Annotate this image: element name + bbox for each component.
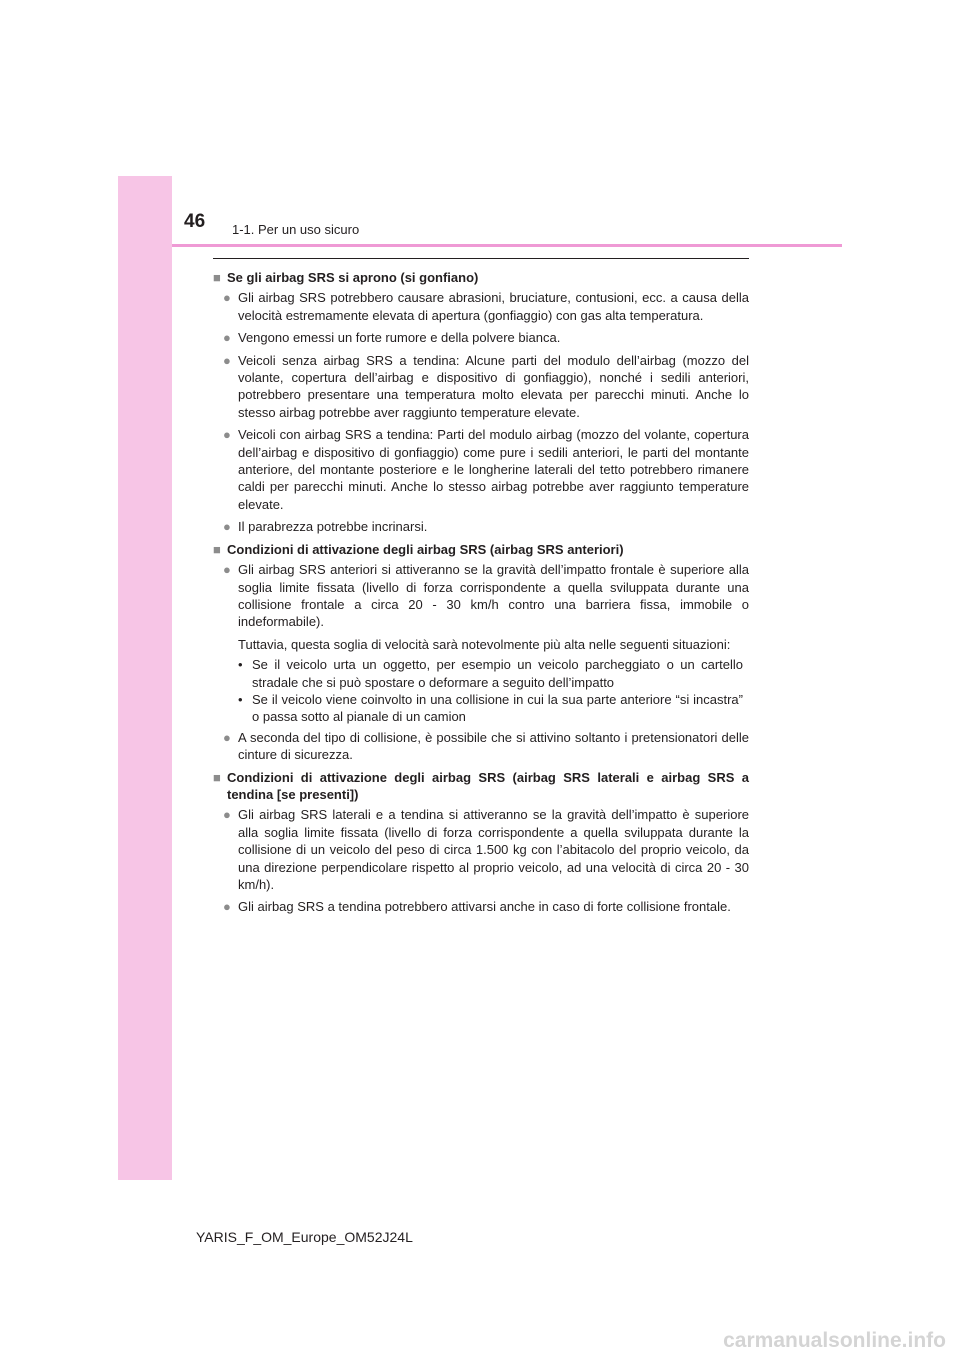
header-bar [172,244,842,247]
watermark: carmanualsonline.info [723,1329,946,1352]
list-item [213,426,749,513]
list-item-text: Il parabrezza potrebbe incrinarsi. [238,519,428,535]
list-item-text: Veicoli senza airbag SRS a tendina: Alcune parti del modulo dell’airbag (mozzo del volante, copertura dell’airbag e dispositivo di gonfiaggio), nonché i sedili anteriori, potrebbero presentare una temperatura molto elevata per parecchi minuti. Anche lo stesso airbag potrebbe aver raggiunto temperature elevate. [238,352,749,420]
side-color-strip [118,176,172,1180]
round-bullet-icon: ● [223,729,231,745]
round-bullet-icon: ● [223,352,231,368]
sub-list [213,656,749,726]
sub-list-item [213,656,749,691]
round-bullet-icon: ● [223,290,231,306]
list-item-text: Gli airbag SRS a tendina potrebbero attivarsi anche in caso di forte collisione frontale. [238,899,731,915]
divider-rule [213,258,749,259]
list-item [213,352,749,422]
square-bullet-icon: ■ [213,769,221,785]
list-item-text: Vengono emessi un forte rumore e della polvere bianca. [238,330,561,346]
dot-bullet-icon: • [238,657,243,673]
square-bullet-icon: ■ [213,541,221,557]
list-item [213,729,749,764]
heading-text: Condizioni di attivazione degli airbag SRS (airbag SRS laterali e airbag SRS a tendina [se presenti]) [227,769,749,802]
round-bullet-icon: ● [223,427,231,443]
paragraph: Tuttavia, questa soglia di velocità sarà notevolmente più alta nelle seguenti situazioni: [238,636,731,652]
round-bullet-icon: ● [223,562,231,578]
sub-list-item [213,691,749,726]
list-item [213,518,749,535]
list-item-text: A seconda del tipo di collisione, è possibile che si attivino soltanto i pretensionatori delle cinture di sicurezza. [238,729,749,763]
square-bullet-icon: ■ [213,270,221,285]
list-item-text: Gli airbag SRS anteriori si attiveranno se la gravità dell’impatto frontale è superiore alla soglia limite fissata (livello di forza corrispondente a quella sviluppata durante una collisione frontale a circa 20 - 30 km/h contro una barriera fissa, immobile o indeformabile). [238,562,749,630]
list-item-text: Veicoli con airbag SRS a tendina: Parti del modulo airbag (mozzo del volante, copertura dell’airbag e dispositivo di gonfiaggio) come pure i sedili anteriori, le parti del montante anteriore, del montante posteriore e le longherine laterali del tetto potrebbero rimanere caldi per parecchi minuti. Anche lo stesso airbag potrebbe aver raggiunto temperature elevate. [238,427,749,512]
section-heading [213,269,749,286]
list-item-text: Gli airbag SRS laterali e a tendina si attiveranno se la gravità dell’impatto è superiore alla soglia limite fissata (livello di forza corrispondente a quella sviluppata durante la collisione di un veicolo del peso di circa 1.500 kg con l’abitacolo del proprio veicolo, da una direzione perpendicolare rispetto al proprio veicolo, ad una velocità di circa 20 - 30 km/h). [238,807,749,892]
sub-list-item-text: Se il veicolo urta un oggetto, per esempio un veicolo parcheggiato o un cartello stradale che si può spostare o deformare a seguito dell’impatto [252,657,743,690]
heading-text: Se gli airbag SRS si aprono (si gonfiano) [227,270,479,285]
list-item [213,289,749,324]
round-bullet-icon: ● [223,899,231,915]
list-item [213,806,749,893]
page-content [213,265,749,921]
list-item [213,329,749,346]
heading-text: Condizioni di attivazione degli airbag SRS (airbag SRS anteriori) [227,541,624,557]
sub-list-item-text: Se il veicolo viene coinvolto in una collisione in cui la sua parte anteriore “si incastra” o passa sotto al pianale di un camion [252,691,743,725]
list-item [213,561,749,631]
section-heading [213,541,749,558]
section-heading [213,769,749,804]
footer-document-code: YARIS_F_OM_Europe_OM52J24L [196,1229,413,1245]
round-bullet-icon: ● [223,807,231,823]
round-bullet-icon: ● [223,330,231,346]
list-item [213,898,749,915]
list-item-text: Gli airbag SRS potrebbero causare abrasioni, bruciature, contusioni, ecc. a causa della velocità estremamente elevata di apertura (gonfiaggio) con gas alta temperatura. [238,290,749,323]
dot-bullet-icon: • [238,691,243,707]
page-number: 46 [184,211,206,232]
section-title: 1-1. Per un uso sicuro [232,222,360,237]
round-bullet-icon: ● [223,519,231,535]
